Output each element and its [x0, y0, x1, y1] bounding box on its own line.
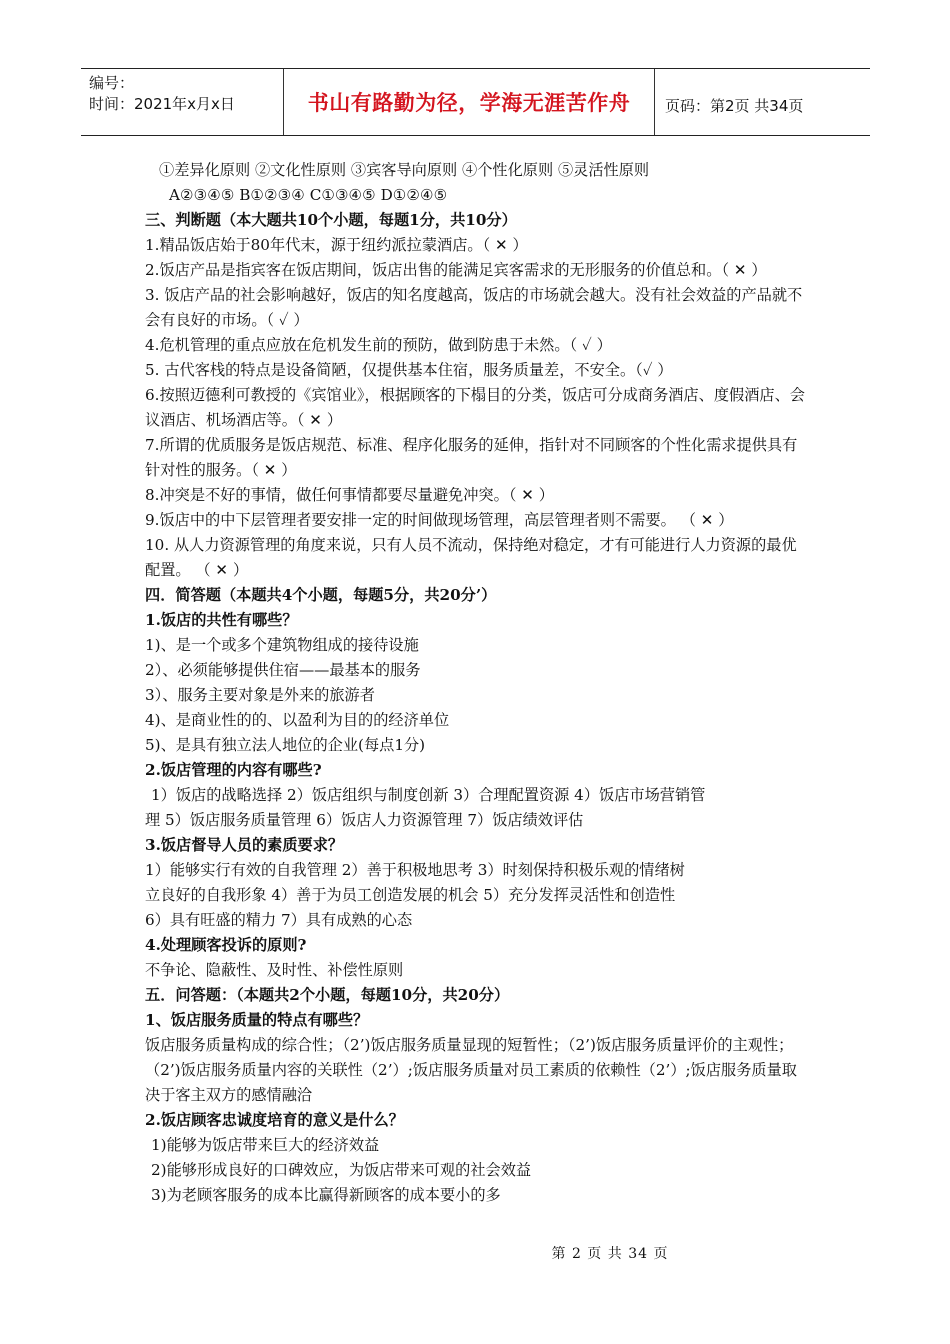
- question-4-title: 4.处理顾客投诉的原则?: [145, 936, 307, 954]
- q1-item-4: 4)、是商业性的的、以盈利为目的的经济单位: [145, 711, 450, 729]
- q3-line-2: 立良好的自我形象 4）善于为员工创造发展的机会 5）充分发挥灵活性和创造性: [145, 886, 676, 904]
- judge-item-6: 6.按照迈德利可教授的《宾馆业》，根据顾客的下榻目的分类，饭店可分成商务酒店、度假酒店、会议酒店、机场酒店等。（ ✕ ）: [145, 386, 805, 429]
- date-label: 时间：2021年x月x日: [89, 95, 235, 113]
- question-5-title: 1、饭店服务质量的特点有哪些？: [145, 1011, 369, 1029]
- q5-answer: 饭店服务质量构成的综合性；（2’)饭店服务质量显现的短暂性；（2’)饭店服务质量评价的主观性；（2’)饭店服务质量内容的关联性（2’）;饭店服务质量对员工素质的依赖性（2’）;饭店服务质量取决于客主双方的感情融洽: [145, 1036, 797, 1104]
- question-6-title: 2.饭店顾客忠诚度培育的意义是什么？: [145, 1111, 404, 1129]
- q3-line-1: 1）能够实行有效的自我管理 2）善于积极地思考 3）时刻保持积极乐观的情绪树: [145, 861, 685, 879]
- q6-item-2: 2)能够形成良好的口碑效应，为饭店带来可观的社会效益: [151, 1161, 532, 1179]
- header-left-cell: [81, 69, 283, 135]
- q2-line-1: 1）饭店的战略选择 2）饭店组织与制度创新 3）合理配置资源 4）饭店市场营销管: [151, 786, 706, 804]
- q1-item-2: 2）、必须能够提供住宿——最基本的服务: [145, 661, 421, 679]
- options-line: ①差异化原则 ②文化性原则 ③宾客导向原则 ④个性化原则 ⑤灵活性原则: [159, 161, 650, 179]
- motto: 书山有路勤为径，学海无涯苦作舟: [283, 69, 655, 135]
- judge-item-3: 3. 饭店产品的社会影响越好，饭店的知名度越高，饭店的市场就会越大。没有社会效益的产品就不会有良好的市场。（ ✓ ）: [145, 286, 803, 329]
- judge-item-9: 9.饭店中的中下层管理者要安排一定的时间做现场管理，高层管理者则不需要。 （ ✕ ）: [145, 511, 734, 529]
- question-1-title: 1.饭店的共性有哪些？: [145, 611, 298, 629]
- section-4-title: 四．简答题（本题共4个小题，每题5分，共20分’）: [145, 586, 497, 604]
- choices-line: A②③④⑤ B①②③④ C①③④⑤ D①②④⑤: [169, 186, 448, 204]
- judge-item-10: 10. 从人力资源管理的角度来说，只有人员不流动，保持绝对稳定，才有可能进行人力资源的最优配置。 （ ✕ ）: [145, 536, 797, 579]
- q4-answer: 不争论、隐蔽性、及时性、补偿性原则: [145, 961, 404, 979]
- page-header: [81, 68, 870, 136]
- page-footer: 第 2 页 共 34 页: [551, 1246, 669, 1262]
- page-label: 页码：第2页 共34页: [665, 97, 804, 115]
- q6-item-1: 1)能够为饭店带来巨大的经济效益: [151, 1136, 380, 1154]
- document-body: [145, 158, 810, 1208]
- number-label: 编号：: [89, 74, 135, 92]
- question-2-title: 2.饭店管理的内容有哪些?: [145, 761, 322, 779]
- section-5-title: 五．问答题：（本题共2个小题，每题10分，共20分）: [145, 986, 510, 1004]
- q6-item-3: 3)为老顾客服务的成本比赢得新顾客的成本要小的多: [151, 1186, 501, 1204]
- question-3-title: 3.饭店督导人员的素质要求？: [145, 836, 344, 854]
- judge-item-1: 1.精品饭店始于80年代末，源于纽约派拉蒙酒店。（ ✕ ）: [145, 236, 528, 254]
- judge-item-7: 7.所谓的优质服务是饭店规范、标准、程序化服务的延伸，指针对不同顾客的个性化需求提供具有针对性的服务。（ ✕ ）: [145, 436, 798, 479]
- judge-item-2: 2.饭店产品是指宾客在饭店期间，饭店出售的能满足宾客需求的无形服务的价值总和。（ ✕ ）: [145, 261, 767, 279]
- q2-line-2: 理 5）饭店服务质量管理 6）饭店人力资源管理 7）饭店绩效评估: [145, 811, 584, 829]
- judge-item-8: 8.冲突是不好的事情，做任何事情都要尽量避免冲突。（ ✕ ）: [145, 486, 554, 504]
- q1-item-3: 3）、服务主要对象是外来的旅游者: [145, 686, 375, 704]
- judge-item-4: 4.危机管理的重点应放在危机发生前的预防，做到防患于未然。（ ✓ ）: [145, 336, 612, 354]
- q1-item-1: 1)、是一个或多个建筑物组成的接待设施: [145, 636, 419, 654]
- q3-line-3: 6）具有旺盛的精力 7）具有成熟的心态: [145, 911, 413, 929]
- section-3-title: 三、判断题（本大题共10个小题，每题1分，共10分）: [145, 211, 517, 229]
- judge-item-5: 5. 古代客栈的特点是设备简陋，仅提供基本住宿，服务质量差，不安全。（✓ ）: [145, 361, 673, 379]
- q1-item-5: 5)、是具有独立法人地位的企业(每点1分): [145, 736, 426, 754]
